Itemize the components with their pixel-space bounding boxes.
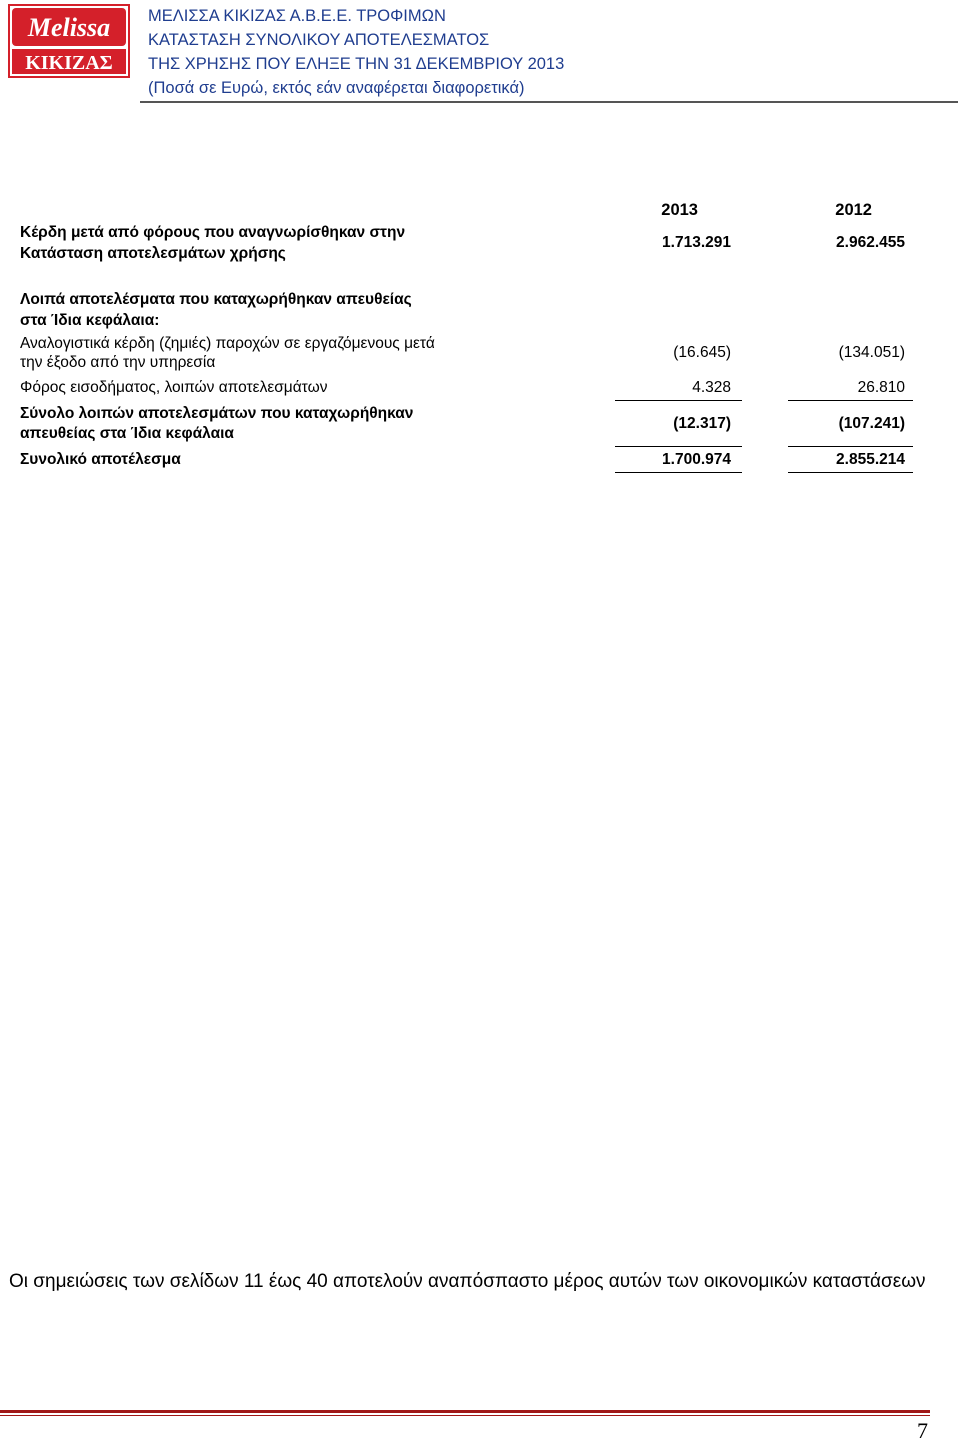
- row-actuarial-label-1: Αναλογιστικά κέρδη (ζημιές) παροχών σε εργαζόμενους μετά: [20, 335, 435, 352]
- row-tax-2013: 4.328: [692, 379, 731, 396]
- row-profit-2012: 2.962.455: [836, 234, 905, 251]
- subtotal-rule-2012: [788, 400, 913, 401]
- footer-rule-thick: [0, 1410, 930, 1413]
- header-currency-note: (Ποσά σε Ευρώ, εκτός εάν αναφέρεται διαφορετικά): [148, 79, 525, 97]
- row-oci-total-2013: (12.317): [673, 415, 731, 432]
- row-oci-total-2012: (107.241): [838, 415, 905, 432]
- document-header: [148, 4, 564, 100]
- total-bottom-rule-2013: [615, 472, 742, 473]
- row-total-label: Συνολικό αποτέλεσμα: [20, 451, 181, 468]
- oci-heading-2: στα Ίδια κεφάλαια:: [20, 312, 160, 329]
- company-logo: [8, 4, 130, 78]
- header-company: ΜΕΛΙΣΣΑ ΚΙΚΙΖΑΣ Α.Β.Ε.Ε. ΤΡΟΦΙΜΩΝ: [148, 7, 446, 25]
- footer-rule-thin: [0, 1415, 930, 1416]
- subtotal-rule-2013: [615, 400, 742, 401]
- total-top-rule-2012: [788, 446, 913, 447]
- row-actuarial-2012: (134.051): [838, 344, 905, 361]
- header-period: ΤΗΣ ΧΡΗΣΗΣ ΠΟΥ ΕΛΗΞΕ ΤΗΝ 31 ΔΕΚΕΜΒΡΙΟΥ 2013: [148, 55, 565, 73]
- row-actuarial-label-2: την έξοδο από την υπηρεσία: [20, 354, 216, 371]
- page-number: 7: [917, 1418, 928, 1443]
- row-total-2013: 1.700.974: [662, 451, 731, 468]
- svg-text:ΚΙΚΙΖΑΣ: ΚΙΚΙΖΑΣ: [25, 52, 113, 74]
- column-header-2012: 2012: [835, 201, 872, 219]
- total-bottom-rule-2012: [788, 472, 913, 473]
- column-header-2013: 2013: [661, 201, 698, 219]
- row-actuarial-2013: (16.645): [673, 344, 731, 361]
- row-oci-total-label-1: Σύνολο λοιπών αποτελεσμάτων που καταχωρήθηκαν: [20, 405, 414, 422]
- header-statement-title: ΚΑΤΑΣΤΑΣΗ ΣΥΝΟΛΙΚΟΥ ΑΠΟΤΕΛΕΣΜΑΤΟΣ: [148, 31, 490, 49]
- footnote: Οι σημειώσεις των σελίδων 11 έως 40 αποτελούν αναπόσπαστο μέρος αυτών των οικονομικών καταστάσεων: [9, 1271, 926, 1292]
- row-profit-label-1: Κέρδη μετά από φόρους που αναγνωρίσθηκαν στην: [20, 224, 406, 241]
- header-divider: [140, 101, 958, 103]
- row-oci-total-label-2: απευθείας στα Ίδια κεφάλαια: [20, 425, 234, 442]
- row-tax-label: Φόρος εισοδήματος, λοιπών αποτελεσμάτων: [20, 379, 328, 396]
- row-total-2012: 2.855.214: [836, 451, 905, 468]
- svg-text:Melissa: Melissa: [27, 13, 111, 42]
- row-profit-label-2: Κατάσταση αποτελεσμάτων χρήσης: [20, 245, 286, 262]
- row-tax-2012: 26.810: [857, 379, 905, 396]
- oci-heading-1: Λοιπά αποτελέσματα που καταχωρήθηκαν απευθείας: [20, 291, 412, 308]
- total-top-rule-2013: [615, 446, 742, 447]
- row-profit-2013: 1.713.291: [662, 234, 731, 251]
